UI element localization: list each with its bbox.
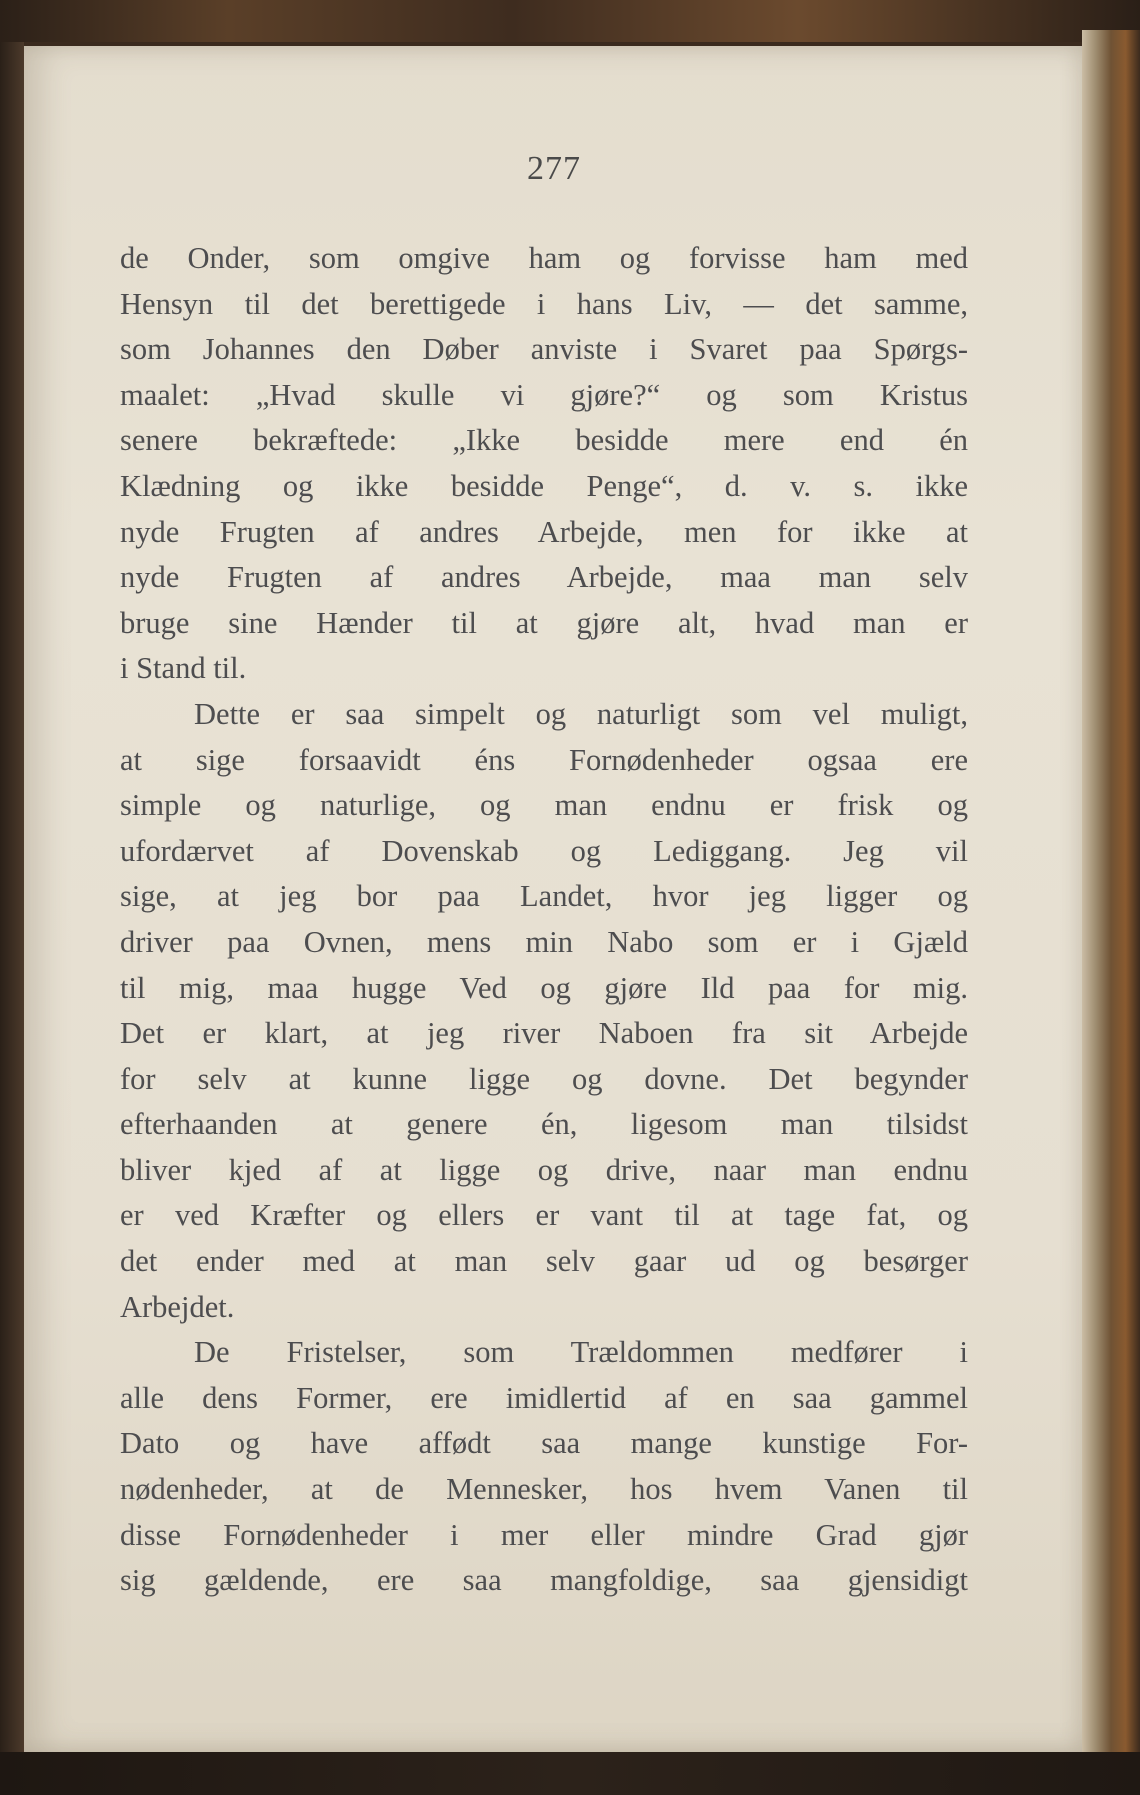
page-number: 277 xyxy=(527,150,581,187)
text-line: senere bekræftede: „Ikke besidde mere end én xyxy=(120,423,968,458)
text-line: bliver kjed af at ligge og drive, naar man endnu xyxy=(120,1152,968,1187)
text-line: at sige forsaavidt éns Fornødenheder ogsaa ere xyxy=(120,742,968,777)
text-line: simple og naturlige, og man endnu er frisk og xyxy=(120,788,968,823)
text-line: ufordærvet af Dovenskab og Lediggang. Jeg vil xyxy=(120,833,968,868)
text-line: efterhaanden at genere én, ligesom man tilsidst xyxy=(120,1107,968,1142)
paragraph-3 xyxy=(120,1330,968,1604)
text-line: nyde Frugten af andres Arbejde, men for ikke at xyxy=(120,514,968,549)
paragraph-1 xyxy=(120,236,968,692)
paragraph-2 xyxy=(120,692,968,1330)
text-line: i Stand til. xyxy=(120,651,247,686)
text-line: driver paa Ovnen, mens min Nabo som er i Gjæld xyxy=(120,924,968,959)
book-binding-bottom xyxy=(0,1752,1140,1795)
book-binding-top xyxy=(0,0,1140,42)
text-line: Klædning og ikke besidde Penge“, d. v. s. ikke xyxy=(120,468,968,503)
book-page xyxy=(24,46,1082,1752)
page-stack-edge xyxy=(1082,30,1140,1765)
text-line: de Onder, som omgive ham og forvisse ham med xyxy=(120,241,968,275)
text-line: maalet: „Hvad skulle vi gjøre?“ og som Kristus xyxy=(120,377,968,412)
text-line: det ender med at man selv gaar ud og besørger xyxy=(120,1244,968,1279)
text-line: sig gældende, ere saa mangfoldige, saa gjensidigt xyxy=(120,1563,968,1598)
page-text xyxy=(120,236,968,1604)
text-line: er ved Kræfter og ellers er vant til at tage fat, og xyxy=(120,1198,968,1233)
text-line: for selv at kunne ligge og dovne. Det begynder xyxy=(120,1061,968,1096)
text-line: nyde Frugten af andres Arbejde, maa man selv xyxy=(120,560,968,595)
text-line: Hensyn til det berettigede i hans Liv, — det samme, xyxy=(120,286,968,321)
text-line: Det er klart, at jeg river Naboen fra sit Arbejde xyxy=(120,1016,968,1051)
text-line: Arbejdet. xyxy=(120,1289,235,1324)
text-line: Dato og have affødt saa mange kunstige For- xyxy=(120,1426,968,1461)
text-line: alle dens Former, ere imidlertid af en saa gammel xyxy=(120,1380,968,1415)
text-line: disse Fornødenheder i mer eller mindre Grad gjør xyxy=(120,1517,968,1552)
text-line: De Fristelser, som Trældommen medfører i xyxy=(194,1335,968,1370)
text-line: nødenheder, at de Mennesker, hos hvem Vanen til xyxy=(120,1472,968,1507)
text-line: som Johannes den Døber anviste i Svaret paa Spørgs- xyxy=(120,332,968,367)
text-line: til mig, maa hugge Ved og gjøre Ild paa for mig. xyxy=(120,970,968,1005)
book-spine-shadow xyxy=(0,0,24,1795)
text-line: Dette er saa simpelt og naturligt som vel muligt, xyxy=(194,696,968,731)
text-line: bruge sine Hænder til at gjøre alt, hvad man er xyxy=(120,605,968,640)
text-line: sige, at jeg bor paa Landet, hvor jeg ligger og xyxy=(120,879,968,914)
